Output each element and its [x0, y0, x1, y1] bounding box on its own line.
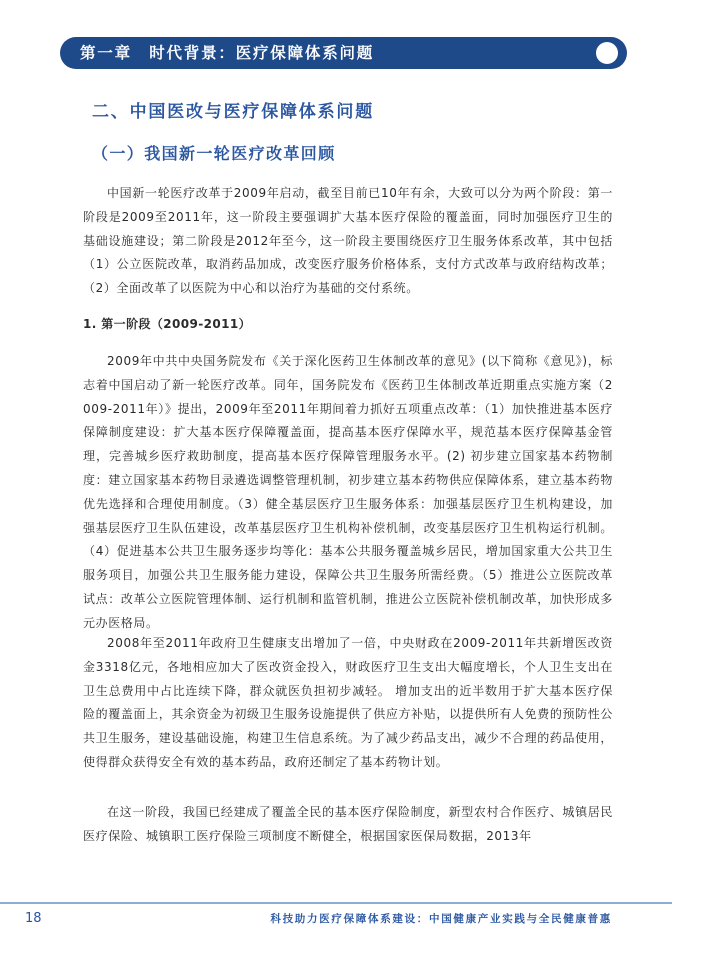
footer-divider — [0, 902, 672, 904]
intro-paragraph: 中国新一轮医疗改革于2009年启动，截至目前已10年有余，大致可以分为两个阶段：第一阶段是2009至2011年，这一阶段主要强调扩大基本医疗保险的覆盖面，同时加强医疗卫生的基础设施建设；第二阶段是2012年至今，这一阶段主要围绕医疗卫生服务体系改革，其中包括（1）公立医院改革，取消药品加成，改变医疗服务价格体系，支付方式改革与政府结构改革；（2）全面改革了以医院为中心和以治疗为基础的交付系统。 — [83, 186, 613, 296]
header-dot-icon — [596, 42, 618, 64]
page-number: 18 — [25, 911, 42, 926]
spending-paragraph: 2008年至2011年政府卫生健康支出增加了一倍，中央财政在2009-2011年共新增医改资金3318亿元，各地相应加大了医改资金投入，财政医疗卫生支出大幅度增长，个人卫生支出在卫生总费用中占比连续下降，群众就医负担初步减轻。 增加支出的近半数用于扩大基本医疗保险的覆盖面上，其余资金为初级卫生服务设施提供了供应方补贴，以提供所有人免费的预防性公共卫生服务，建设基础设施，构建卫生信息系统。为了减少药品支出，减少不合理的药品使用，使得群众获得安全有效的基本药品，政府还制定了基本药物计划。 — [83, 636, 613, 769]
stage-1-heading: 1. 第一阶段（2009-2011） — [83, 317, 252, 331]
footer-book-title: 科技助力医疗保障体系建设：中国健康产业实践与全民健康普惠 — [270, 913, 612, 925]
chapter-title: 第一章 时代背景：医疗保障体系问题 — [80, 44, 375, 62]
chapter-header-bar — [60, 37, 627, 69]
section-title: 二、中国医改与医疗保障体系问题 — [92, 102, 374, 122]
subsection-title: （一）我国新一轮医疗改革回顾 — [92, 144, 336, 163]
insurance-coverage-paragraph: 在这一阶段，我国已经建成了覆盖全民的基本医疗保险制度，新型农村合作医疗、城镇居民医疗保险、城镇职工医疗保险三项制度不断健全，根据国家医保局数据，2013年 — [83, 805, 613, 843]
reform-measures-paragraph: 2009年中共中央国务院发布《关于深化医药卫生体制改革的意见》(以下简称《意见》)，标志着中国启动了新一轮医疗改革。同年，国务院发布《医药卫生体制改革近期重点实施方案（2009-2011年）》提出，2009年至2011年期间着力抓好五项重点改革：（1）加快推进基本医疗保障制度建设：扩大基本医疗保障覆盖面，提高基本医疗保障水平，规范基本医疗保障基金管理，完善城乡医疗救助制度，提高基本医疗保障管理服务水平。(2) 初步建立国家基本药物制度：建立国家基本药物目录遴选调整管理机制，初步建立基本药物供应保障体系，建立基本药物优先选择和合理使用制度。（3）健全基层医疗卫生服务体系：加强基层医疗卫生机构建设，加强基层医疗卫生队伍建设，改革基层医疗卫生机构补偿机制，改变基层医疗卫生机构运行机制。（4）促进基本公共卫生服务逐步均等化：基本公共服务覆盖城乡居民，增加国家重大公共卫生服务项目，加强公共卫生服务能力建设，保障公共卫生服务所需经费。（5）推进公立医院改革试点：改革公立医院管理体制、运行机制和监管机制，推进公立医院补偿机制改革，加快形成多元办医格局。 — [83, 354, 613, 630]
